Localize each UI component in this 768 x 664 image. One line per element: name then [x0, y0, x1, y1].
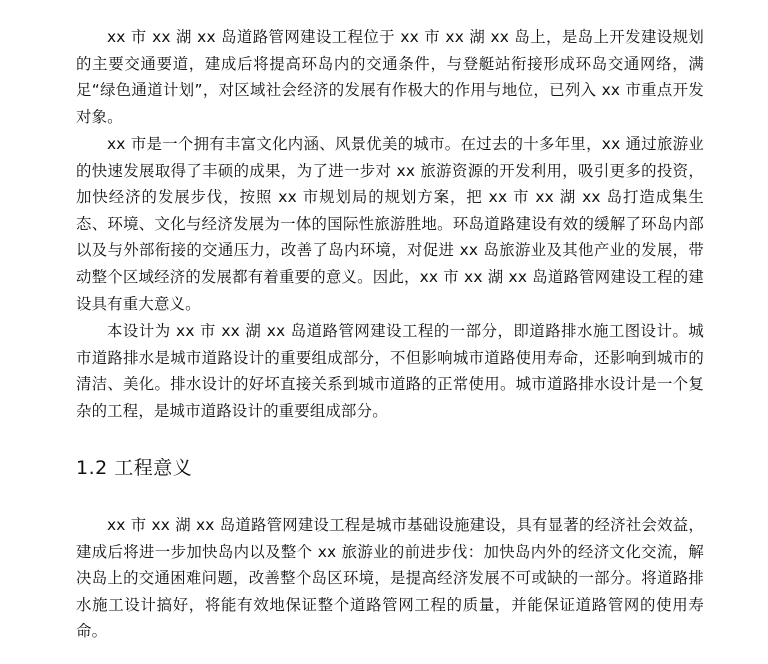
- body-paragraph-2: xx 市是一个拥有丰富文化内涵、风景优美的城市。在过去的十多年里，xx 通过旅游业的快速发展取得了丰硕的成果，为了进一步对 xx 旅游资源的开发利用，吸引更多的投资，加快经济的发展步伐，按照 xx 市规划局的规划方案，把 xx 市 xx 湖 xx 岛打造成集生态、环境、文化与经济发展为一体的国际性旅游胜地。环岛道路建设有效的缓解了环岛内部以及与外部衔接的交通压力，改善了岛内环境，对促进 xx 岛旅游业及其他产业的发展，带动整个区域经济的发展都有着重要的意义。因此，xx 市 xx 湖 xx 岛道路管网建设工程的建设具有重大意义。: [76, 135, 704, 313]
- body-paragraph-3: 本设计为 xx 市 xx 湖 xx 岛道路管网建设工程的一部分，即道路排水施工图设计。城市道路排水是城市道路设计的重要组成部分，不但影响城市道路使用寿命，还影响到城市的清洁、美化。排水设计的好坏直接关系到城市道路的正常使用。城市道路排水设计是一个复杂的工程，是城市道路设计的重要组成部分。: [76, 322, 704, 420]
- section-paragraph: xx 市 xx 湖 xx 岛道路管网建设工程是城市基础设施建设，具有显著的经济社会效益，建成后将进一步加快岛内以及整个 xx 旅游业的前进步伐：加快岛内外的经济文化交流，解决岛上的交通困难问题，改善整个岛区环境，是提高经济发展不可或缺的一部分。将道路排水施工设计搞好，将能有效地保证整个道路管网工程的质量，并能保证道路管网的使用寿命。: [76, 516, 704, 641]
- body-paragraph-1: xx 市 xx 湖 xx 岛道路管网建设工程位于 xx 市 xx 湖 xx 岛上，是岛上开发建设规划的主要交通要道，建成后将提高环岛内的交通条件，与登艇站衔接形成环岛交通网络，满足“绿色通道计划”，对区域社会经济的发展有作极大的作用与地位，已列入 xx 市重点开发对象。: [76, 28, 704, 126]
- section-heading: 1.2 工程意义: [76, 457, 193, 479]
